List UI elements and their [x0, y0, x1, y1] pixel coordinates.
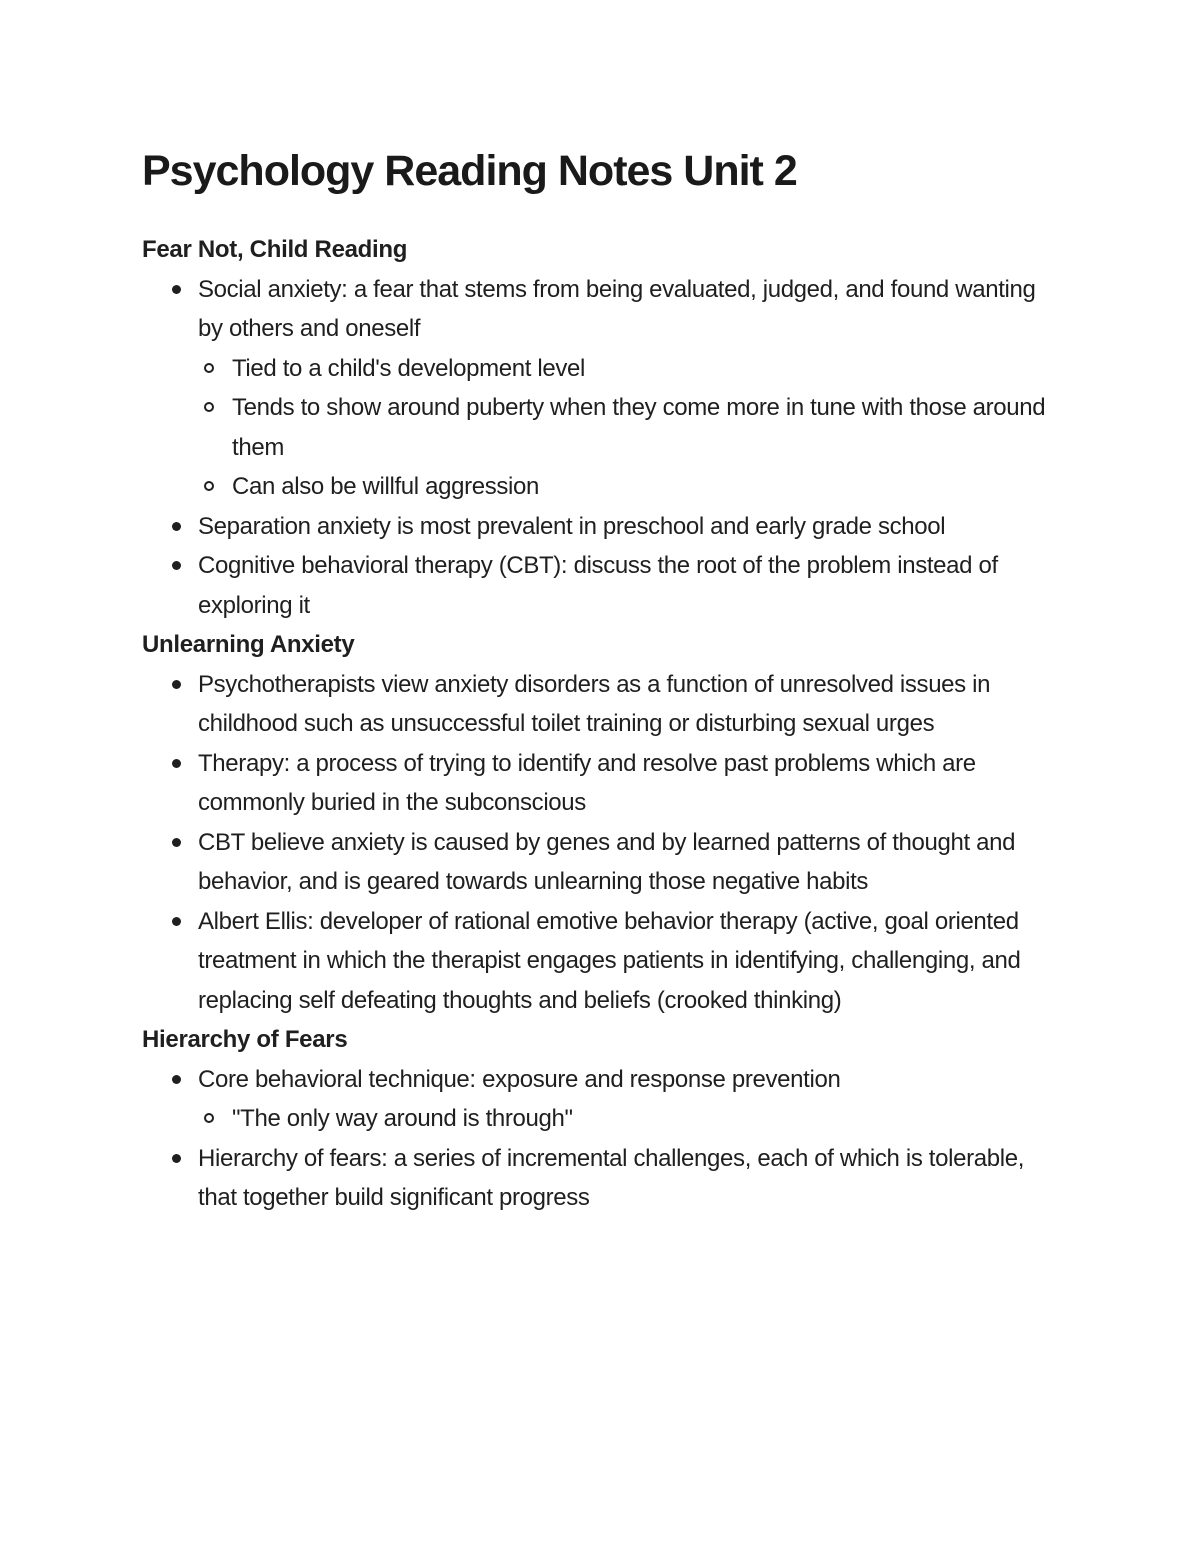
section-hierarchy-of-fears	[142, 1020, 1062, 1218]
bullet-list	[142, 270, 1062, 626]
list-item-text: Therapy: a process of trying to identify and resolve past problems which are commonly buried in the subconscious	[198, 749, 976, 816]
list-item-text: Albert Ellis: developer of rational emotive behavior therapy (active, goal oriented treatment in which the therapist engages patients in identifying, challenging, and replacing self defeating thoughts and beliefs (crooked thinking)	[198, 907, 1021, 1014]
list-item	[142, 546, 1062, 625]
sub-list-item	[187, 349, 1062, 389]
list-item-text: Psychotherapists view anxiety disorders as a function of unresolved issues in childhood such as unsuccessful toilet training or disturbing sexual urges	[198, 670, 991, 737]
section-heading: Unlearning Anxiety	[142, 631, 355, 658]
bullet-icon	[172, 561, 181, 570]
sub-list-item	[187, 388, 1062, 467]
bullet-list	[142, 1060, 1062, 1218]
bullet-icon	[172, 522, 181, 531]
list-item-text: Cognitive behavioral therapy (CBT): discuss the root of the problem instead of exploring it	[198, 552, 998, 619]
list-item	[142, 507, 1062, 547]
hollow-bullet-icon	[204, 363, 214, 373]
sub-bullet-list	[187, 1099, 1062, 1139]
section-heading: Fear Not, Child Reading	[142, 236, 408, 263]
sub-list-item-text: Tied to a child's development level	[232, 354, 585, 382]
list-item	[142, 1139, 1062, 1218]
bullet-icon	[172, 285, 181, 294]
sub-list-item	[187, 1099, 1062, 1139]
list-item	[142, 665, 1062, 744]
bullet-icon	[172, 917, 181, 926]
list-item	[142, 823, 1062, 902]
bullet-icon	[172, 759, 181, 768]
sub-list-item-text: Tends to show around puberty when they come more in tune with those around them	[232, 394, 1046, 461]
section-heading: Hierarchy of Fears	[142, 1026, 348, 1053]
list-item-text: Social anxiety: a fear that stems from being evaluated, judged, and found wanting by others and oneself	[198, 275, 1036, 342]
list-item-text: Hierarchy of fears: a series of incremental challenges, each of which is tolerable, that together build significant progress	[198, 1144, 1025, 1211]
sub-list-item	[187, 467, 1062, 507]
bullet-list	[142, 665, 1062, 1021]
bullet-icon	[172, 1154, 181, 1163]
document-page	[142, 142, 1062, 1218]
list-item	[142, 270, 1062, 507]
hollow-bullet-icon	[204, 1113, 214, 1123]
sub-list-item-text: "The only way around is through"	[232, 1105, 573, 1132]
section-fear-not-child-reading	[142, 230, 1062, 625]
list-item-text: CBT believe anxiety is caused by genes and by learned patterns of thought and behavior, and is geared towards unlearning those negative habits	[198, 828, 1016, 895]
hollow-bullet-icon	[204, 402, 214, 412]
bullet-icon	[172, 1075, 181, 1084]
list-item	[142, 744, 1062, 823]
bullet-icon	[172, 680, 181, 689]
list-item	[142, 1060, 1062, 1139]
sub-bullet-list	[187, 349, 1062, 507]
list-item	[142, 902, 1062, 1021]
section-unlearning-anxiety	[142, 625, 1062, 1020]
list-item-text: Separation anxiety is most prevalent in preschool and early grade school	[198, 512, 946, 540]
bullet-icon	[172, 838, 181, 847]
hollow-bullet-icon	[204, 481, 214, 491]
list-item-text: Core behavioral technique: exposure and response prevention	[198, 1065, 841, 1093]
page-title: Psychology Reading Notes Unit 2	[142, 147, 797, 195]
sub-list-item-text: Can also be willful aggression	[232, 473, 540, 500]
